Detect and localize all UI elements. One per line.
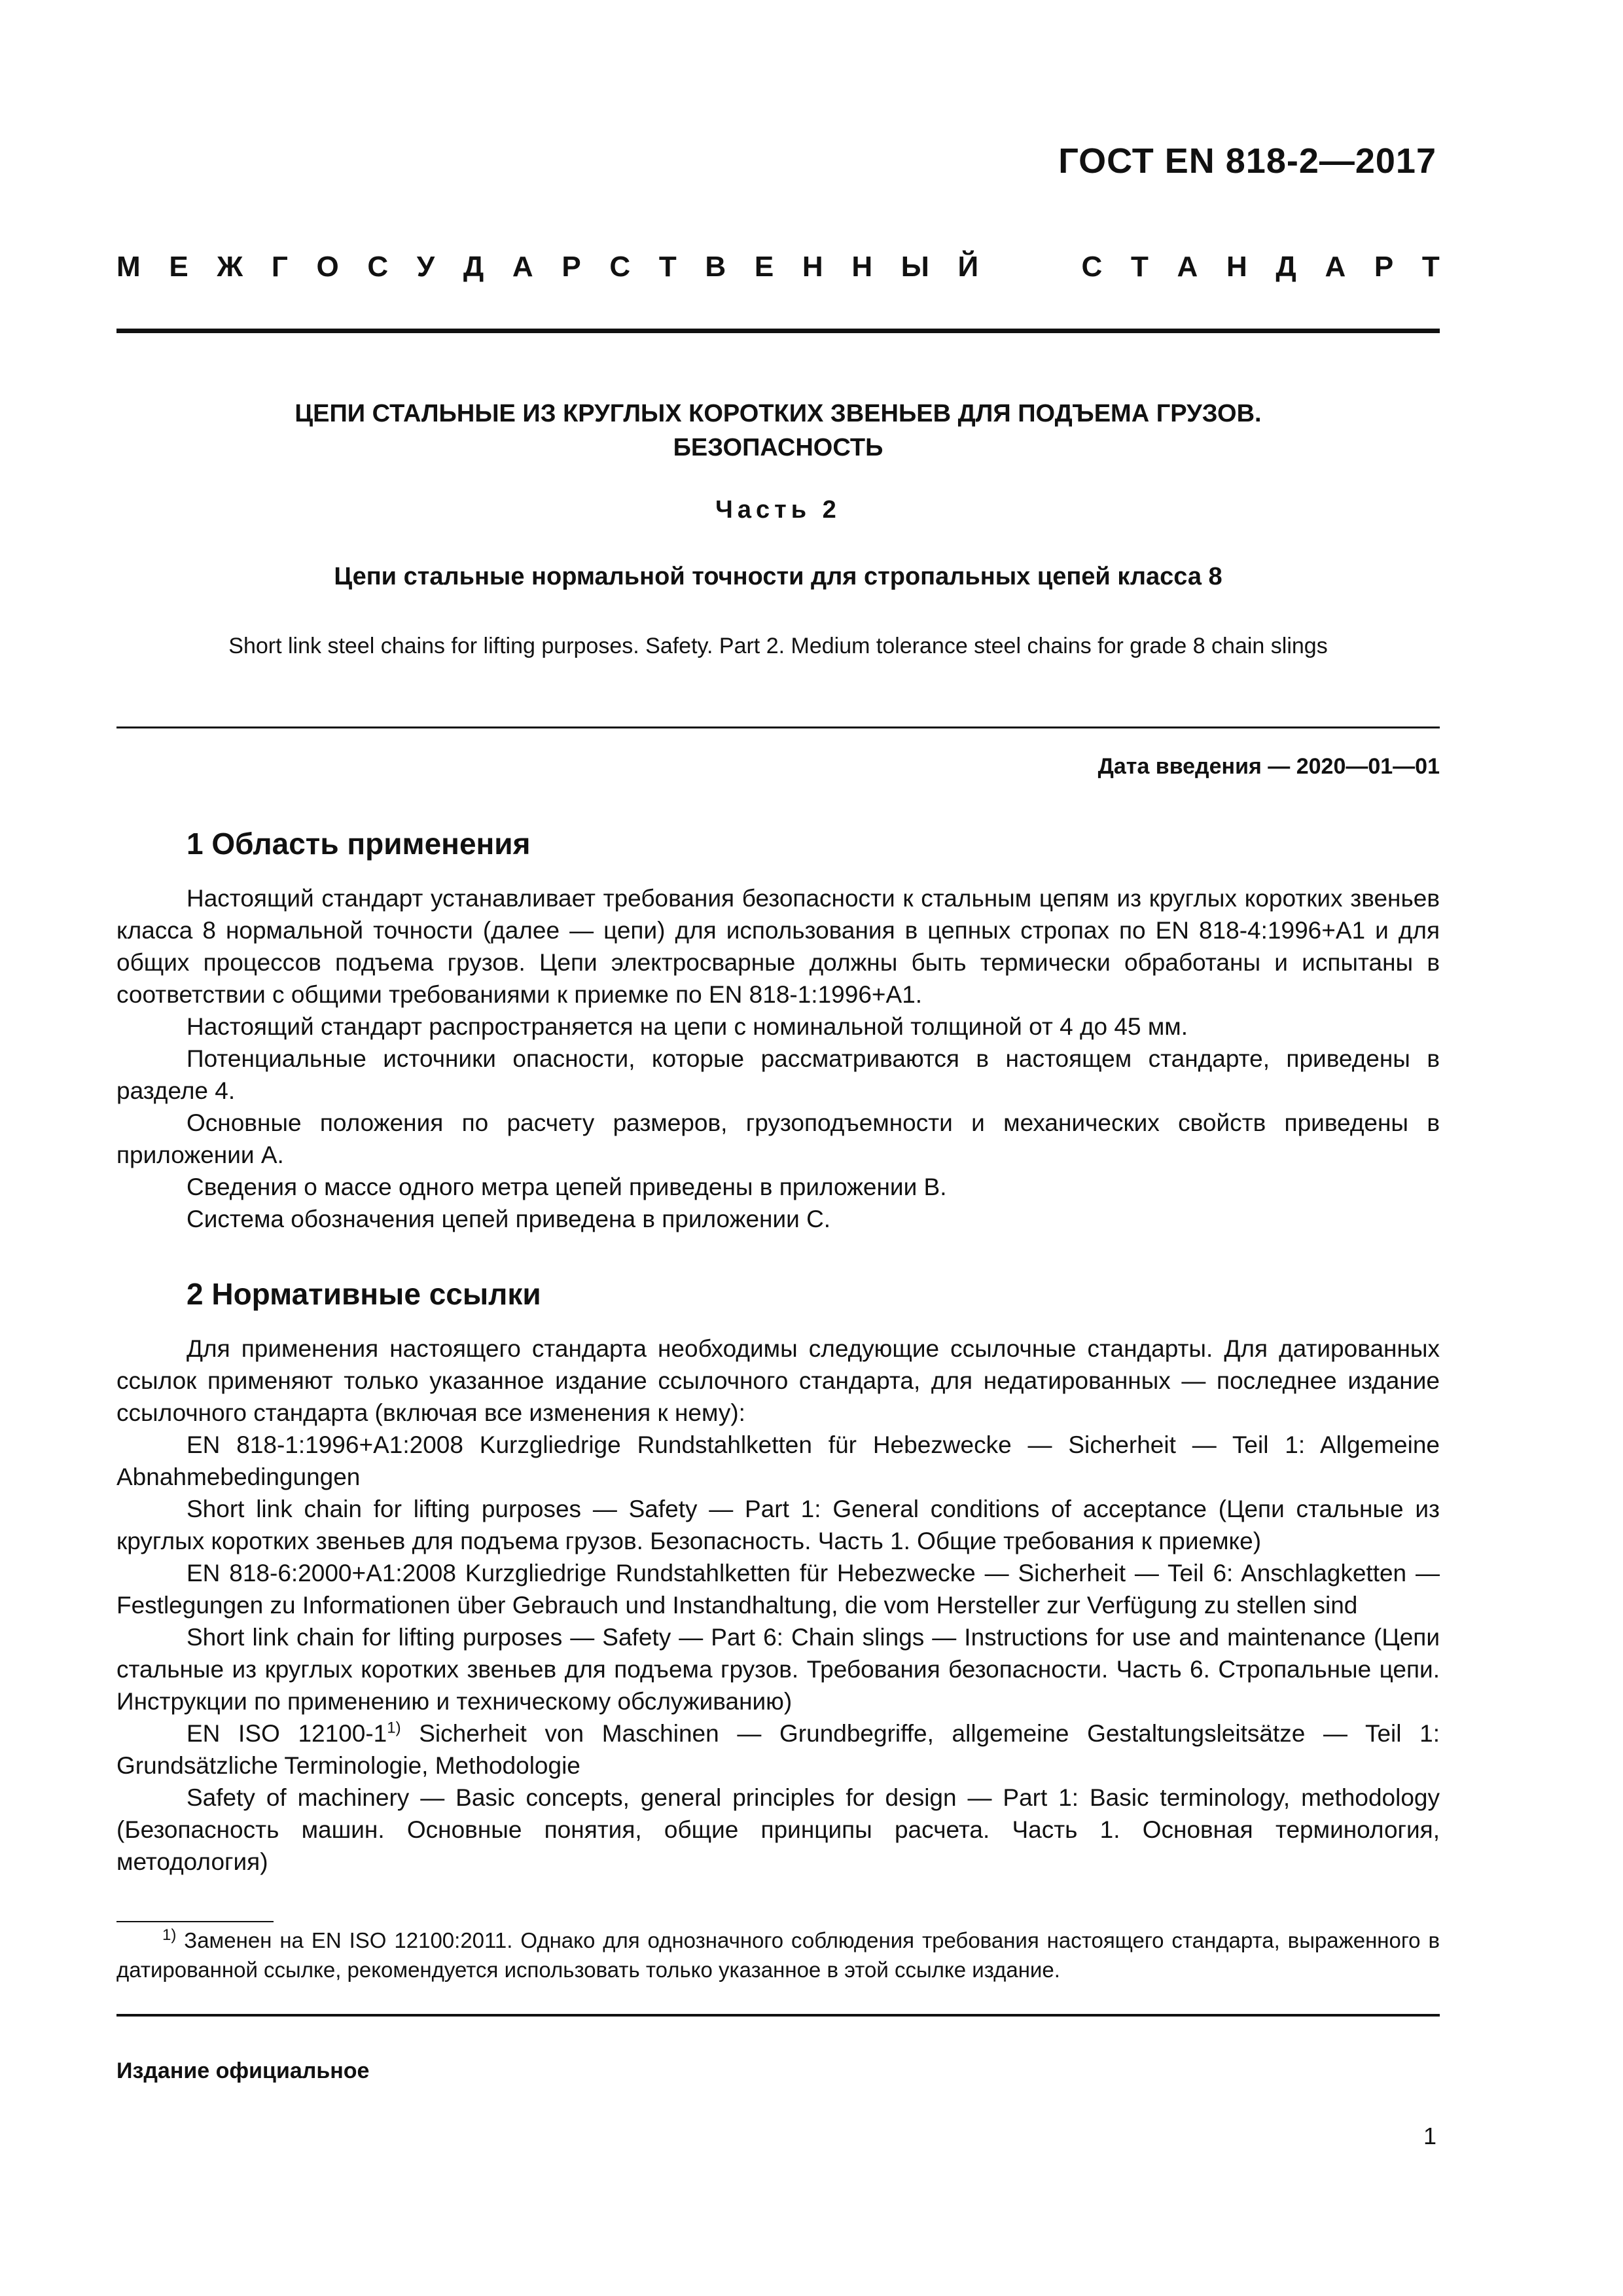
section-1-paragraph: Основные положения по расчету размеров, грузоподъемности и механических свойств приведены в приложении А. (116, 1109, 1440, 1168)
banner-letter: Н (1226, 251, 1247, 283)
banner-letter: А (1325, 251, 1346, 283)
banner-letter: Н (851, 251, 873, 283)
section-2-paragraph: Short link chain for lifting purposes — Safety — Part 1: General conditions of acceptance (Цепи стальные из круглых коротких звеньев для подъема грузов. Безопасность. Часть 1. Общие требования к приемке) (116, 1496, 1440, 1554)
banner-letter: Ж (217, 251, 243, 283)
banner-letter: О (316, 251, 339, 283)
banner-letter: Г (271, 251, 288, 283)
banner-letter: Н (802, 251, 823, 283)
banner-letter: Й (957, 251, 979, 283)
page-number: 1 (1423, 2123, 1436, 2149)
standard-type-gap (1007, 251, 1053, 283)
section-1-paragraph: Сведения о массе одного метра цепей приведены в приложении В. (187, 1174, 947, 1200)
banner-letter: А (512, 251, 533, 283)
banner-letter: Е (169, 251, 188, 283)
footnote-mark: 1) (162, 1926, 177, 1944)
section-2-paragraph: Short link chain for lifting purposes — Safety — Part 6: Chain slings — Instructions for use and maintenance (Цепи стальные из круглых коротких звеньев для подъема грузов. Требования безопасности. Часть 6. Стропальные цепи. Инструкции по применению и техническому обслуживанию) (116, 1624, 1440, 1715)
section-2-paragraph: EN 818-1:1996+A1:2008 Kurzgliedrige Rundstahlketten für Hebezwecke — Sicherheit — Teil 1: Allgemeine Abnahmebedingungen (116, 1431, 1440, 1490)
banner-letter: С (367, 251, 389, 283)
section-2-iso-reference (116, 1717, 1440, 1782)
banner-letter: Т (658, 251, 677, 283)
banner-letter: С (1081, 251, 1103, 283)
banner-letter: Т (1130, 251, 1149, 283)
english-title: Short link steel chains for lifting purposes. Safety. Part 2. Medium tolerance steel chains for grade 8 chain slings (228, 634, 1328, 658)
banner-letter: Ы (901, 251, 929, 283)
introduction-date: Дата введения — 2020—01—01 (1097, 754, 1440, 779)
section-1-paragraph: Потенциальные источники опасности, которые рассматриваются в настоящем стандарте, приведены в разделе 4. (116, 1045, 1440, 1104)
section-2-body (116, 1333, 1440, 1878)
part-label: Часть 2 (715, 496, 841, 524)
section-2-paragraph: Safety of machinery — Basic concepts, general principles for design — Part 1: Basic terminology, methodology (Безопасность машин. Основные понятия, общие принципы расчета. Часть 1. Основная терминология, методология) (116, 1784, 1440, 1875)
section-1-paragraph: Настоящий стандарт распространяется на цепи с номинальной толщиной от 4 до 45 мм. (187, 1013, 1188, 1040)
footer-divider (116, 2014, 1440, 2017)
section-2-heading: 2 Нормативные ссылки (187, 1277, 541, 1311)
section-1-paragraph: Система обозначения цепей приведена в приложении С. (187, 1206, 831, 1232)
footnote-text: Заменен на EN ISO 12100:2011. Однако для однозначного соблюдения требования настоящего стандарта, выраженного в датированной ссылке, рекомендуется использовать только указанное в этой ссылке издание. (116, 1928, 1440, 1982)
document-subtitle: Цепи стальные нормальной точности для стропальных цепей класса 8 (334, 563, 1222, 590)
iso-reference-title: Sicherheit von Maschinen — Grundbegriffe, allgemeine Gestaltungsleitsätze — Teil 1: Grundsätzliche Terminologie, Methodologie (116, 1720, 1440, 1779)
header-divider (116, 329, 1440, 333)
banner-letter: Д (1275, 251, 1296, 283)
footnote-divider (116, 1921, 274, 1922)
title-line-2: БЕЗОПАСНОСТЬ (673, 434, 883, 461)
banner-letter: Р (562, 251, 581, 283)
standard-type-banner (116, 251, 1440, 283)
footnote (116, 1926, 1440, 1984)
banner-letter: М (116, 251, 141, 283)
edition-label: Издание официальное (116, 2058, 370, 2083)
banner-letter: У (416, 251, 435, 283)
section-1-heading: 1 Область применения (187, 827, 531, 861)
banner-letter: С (609, 251, 631, 283)
title-divider (116, 726, 1440, 728)
iso-reference-code: EN ISO 12100-1 (187, 1720, 387, 1747)
banner-letter: Р (1374, 251, 1394, 283)
section-2-paragraph: Для применения настоящего стандарта необходимы следующие ссылочные стандарты. Для датированных ссылок применяют только указанное издание ссылочного стандарта, для недатированных — последнее издание ссылочного стандарта (включая все изменения к нему): (116, 1335, 1440, 1426)
section-1-body (116, 882, 1440, 1235)
banner-letter: Е (754, 251, 774, 283)
footnote-reference-mark[interactable]: 1) (387, 1719, 401, 1737)
document-number: ГОСТ EN 818-2—2017 (1058, 141, 1436, 181)
banner-letter: Т (1421, 251, 1440, 283)
title-line-1: ЦЕПИ СТАЛЬНЫЕ ИЗ КРУГЛЫХ КОРОТКИХ ЗВЕНЬЕВ ДЛЯ ПОДЪЕМА ГРУЗОВ. (294, 400, 1262, 427)
section-2-paragraph: EN 818-6:2000+A1:2008 Kurzgliedrige Rundstahlketten für Hebezwecke — Sicherheit — Teil 6: Anschlagketten — Festlegungen zu Informationen über Gebrauch und Instandhaltung, die vom Hersteller zur Verfügung zu stellen sind (116, 1560, 1440, 1619)
banner-letter: Д (463, 251, 484, 283)
banner-letter: В (705, 251, 726, 283)
section-1-paragraph: Настоящий стандарт устанавливает требования безопасности к стальным цепям из круглых коротких звеньев класса 8 нормальной точности (далее — цепи) для использования в цепных стропах по EN 818-4:1996+A1 и для общих процессов подъема грузов. Цепи электросварные должны быть термически обработаны и испытаны в соответствии с общими требованиями к приемке по EN 818-1:1996+A1. (116, 885, 1440, 1008)
banner-letter: А (1177, 251, 1198, 283)
document-title (116, 397, 1440, 465)
